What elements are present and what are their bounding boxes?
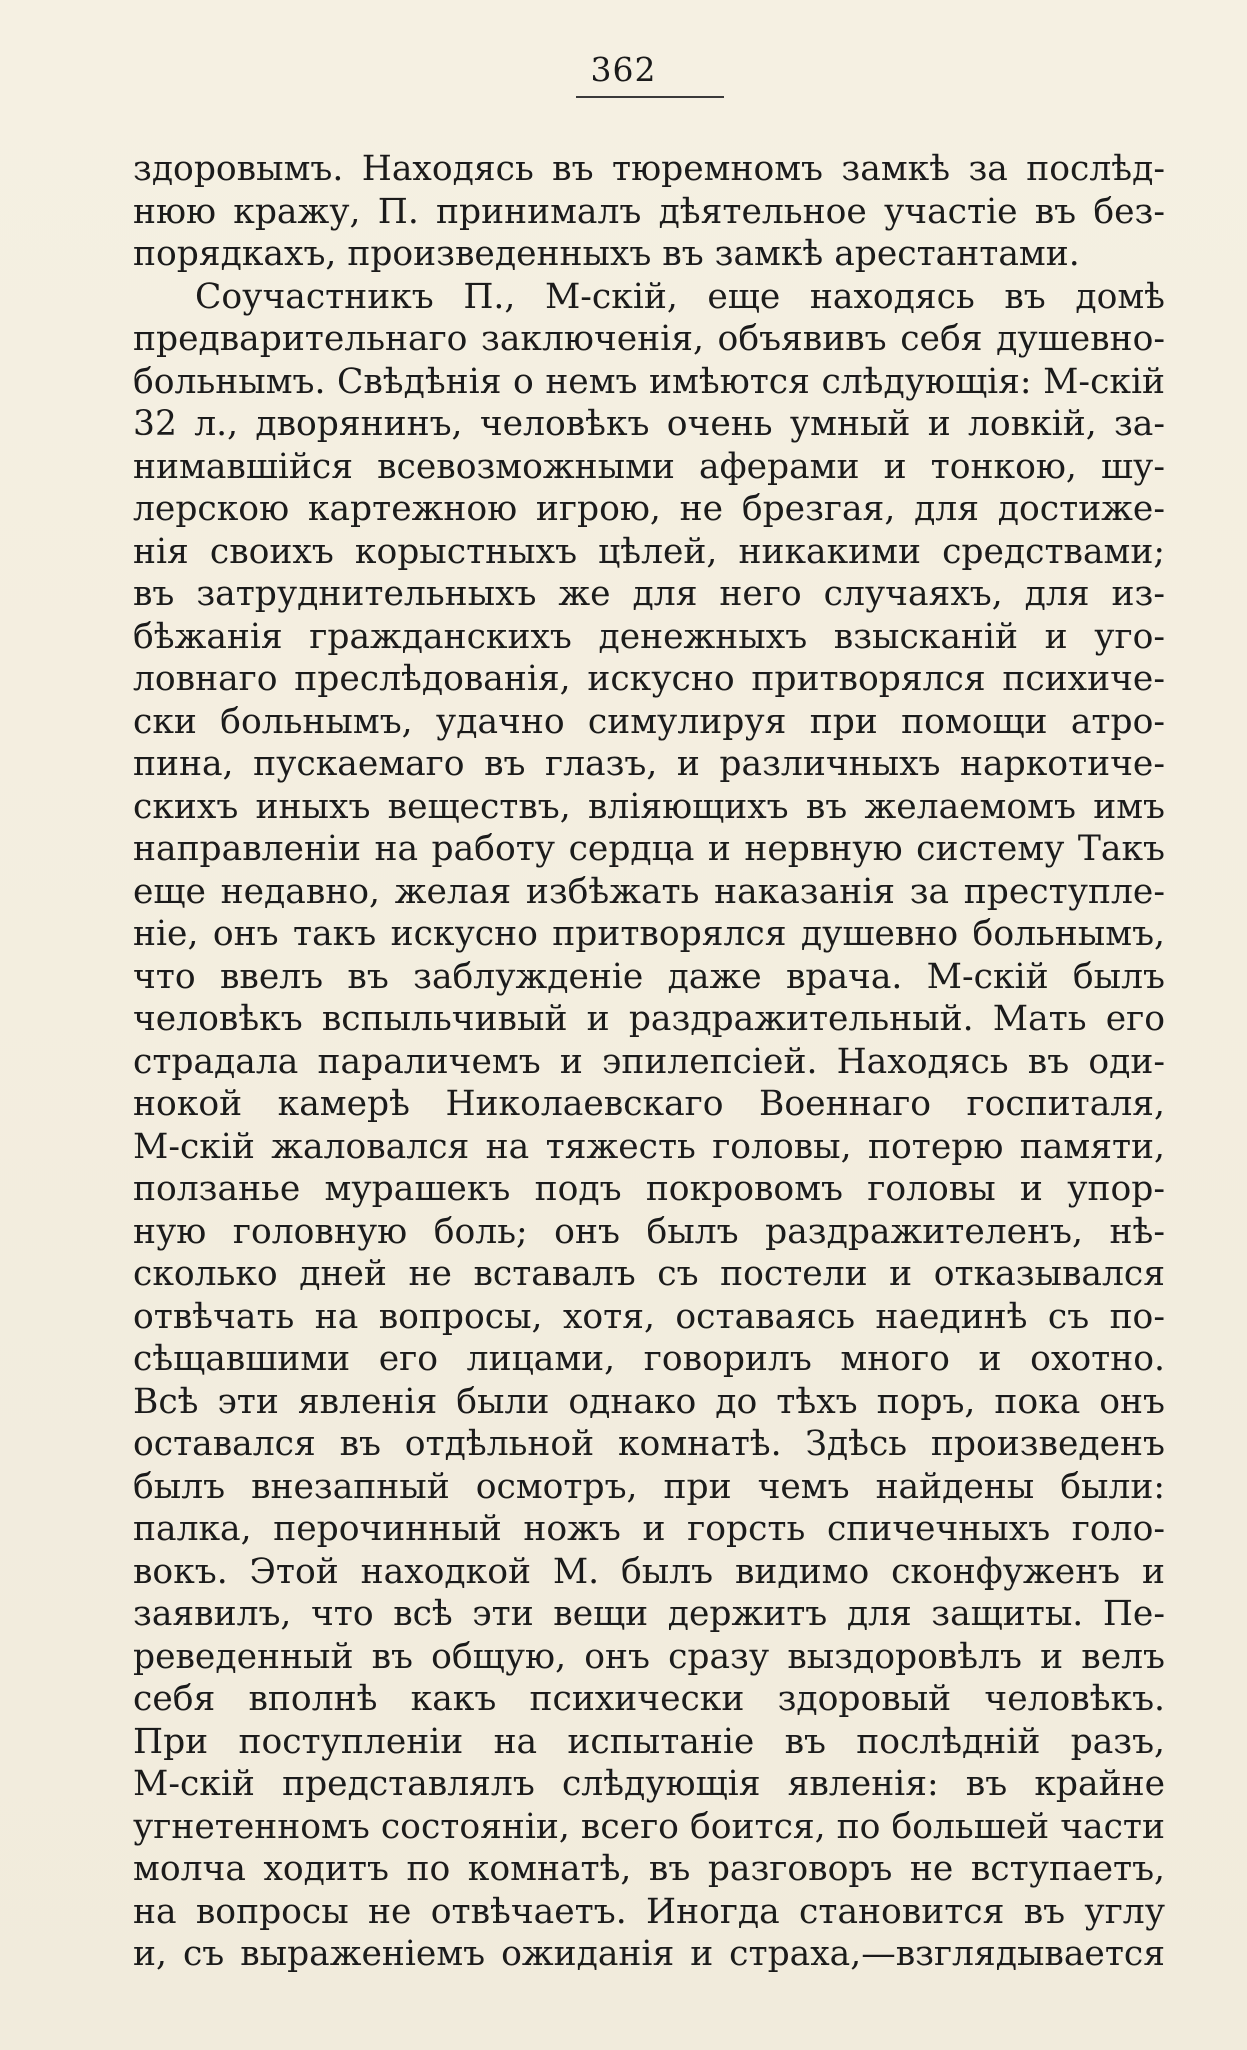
header-rule (576, 96, 724, 98)
text-line: заявилъ, что всѣ эти вещи держитъ для защиты. Пе- (133, 1594, 1165, 1634)
text-line: порядкахъ, произведенныхъ въ замкѣ арестантами. (133, 234, 1080, 274)
text-line: страдала параличемъ и эпилепсiей. Находясь въ оди- (133, 1041, 1165, 1082)
text-line: вокъ. Этой находкой М. былъ видимо сконфуженъ и (133, 1551, 1165, 1592)
text-line: отвѣчать на вопросы, хотя, оставаясь наединѣ съ по- (133, 1296, 1165, 1337)
text-line: лерскою картежною игрою, не брезгая, для достиже- (133, 489, 1165, 529)
text-line: нiе, онъ такъ искусно притворялся душевно больнымъ, (133, 914, 1165, 954)
text-line: ную головную боль; онъ былъ раздражителенъ, нѣ- (133, 1211, 1165, 1252)
text-line: бѣжанiя гражданскихъ денежныхъ взысканiй и уго- (133, 616, 1165, 657)
text-line: Всѣ эти явленiя были однако до тѣхъ поръ, пока онъ (133, 1381, 1165, 1422)
text-line: здоровымъ. Находясь въ тюремномъ замкѣ за послѣд- (133, 149, 1165, 189)
text-line: оставался въ отдѣльной комнатѣ. Здѣсь произведенъ (133, 1424, 1165, 1464)
text-line: что ввелъ въ заблужденiе даже врача. М-скiй былъ (133, 956, 1165, 997)
text-line: М-скiй жаловался на тяжесть головы, потерю памяти, (133, 1126, 1165, 1167)
text-line: и, съ выраженiемъ ожиданiя и страха,—взглядывается (133, 1934, 1165, 1974)
text-line: угнетенномъ состоянiи, всего боится, по большей части (133, 1806, 1165, 1847)
text-line: палка, перочинный ножъ и горсть спичечныхъ голо- (133, 1509, 1165, 1549)
text-line: Соучастникъ П., М-скiй, еще находясь въ домѣ (195, 276, 1165, 317)
text-line: въ затруднительныхъ же для него случаяхъ, для из- (133, 574, 1165, 614)
text-line: человѣкъ вспыльчивый и раздражительный. Мать его (133, 999, 1165, 1039)
text-line: больнымъ. Свѣдѣнiя о немъ имѣются слѣдующiя: М-скiй (133, 361, 1165, 402)
body-text (133, 148, 1165, 1976)
text-line: нокой камерѣ Николаевскаго Военнаго госпиталя, (133, 1084, 1165, 1124)
text-line: ловнаго преслѣдованiя, искусно притворялся психиче- (133, 659, 1165, 699)
text-line: пина, пускаемаго въ глазъ, и различныхъ наркотиче- (133, 744, 1165, 784)
text-line: былъ внезапный осмотръ, при чемъ найдены были: (133, 1466, 1165, 1507)
text-line: ски больнымъ, удачно симулируя при помощи атро- (133, 701, 1165, 742)
text-line: сѣщавшими его лицами, говорилъ много и охотно. (133, 1339, 1165, 1379)
text-line: предварительнаго заключенiя, объявивъ себя душевно- (133, 319, 1165, 359)
text-line: нюю кражу, П. принималъ дѣятельное участiе въ без- (133, 191, 1165, 232)
text-line: молча ходитъ по комнатѣ, въ разговоръ не вступаетъ, (133, 1849, 1165, 1889)
text-line: себя вполнѣ какъ психически здоровый человѣкъ. (133, 1679, 1165, 1719)
text-line: скихъ иныхъ веществъ, влiяющихъ въ желаемомъ имъ (133, 786, 1165, 827)
text-line: еще недавно, желая избѣжать наказанiя за преступле- (133, 871, 1165, 912)
text-line: нiя своихъ корыстныхъ цѣлей, никакими средствами; (133, 531, 1165, 572)
page-number: 362 (590, 50, 657, 89)
page-header (0, 52, 1247, 88)
text-line: сколько дней не вставалъ съ постели и отказывался (133, 1254, 1165, 1294)
text-line: При поступленiи на испытанiе въ послѣднiй разъ, (133, 1721, 1165, 1762)
text-line: ползанье мурашекъ подъ покровомъ головы и упор- (133, 1169, 1165, 1209)
text-line: 32 л., дворянинъ, человѣкъ очень умный и ловкiй, за- (133, 404, 1165, 444)
text-line: на вопросы не отвѣчаетъ. Иногда становится въ углу (133, 1891, 1165, 1932)
text-line: реведенный въ общую, онъ сразу выздоровѣлъ и велъ (133, 1636, 1165, 1677)
text-line: направленiи на работу сердца и нервную систему Такъ (133, 829, 1165, 869)
text-line: М-скiй представлялъ слѣдующiя явленiя: въ крайне (133, 1764, 1165, 1804)
text-line: нимавшiйся всевозможными аферами и тонкою, шу- (133, 446, 1165, 487)
